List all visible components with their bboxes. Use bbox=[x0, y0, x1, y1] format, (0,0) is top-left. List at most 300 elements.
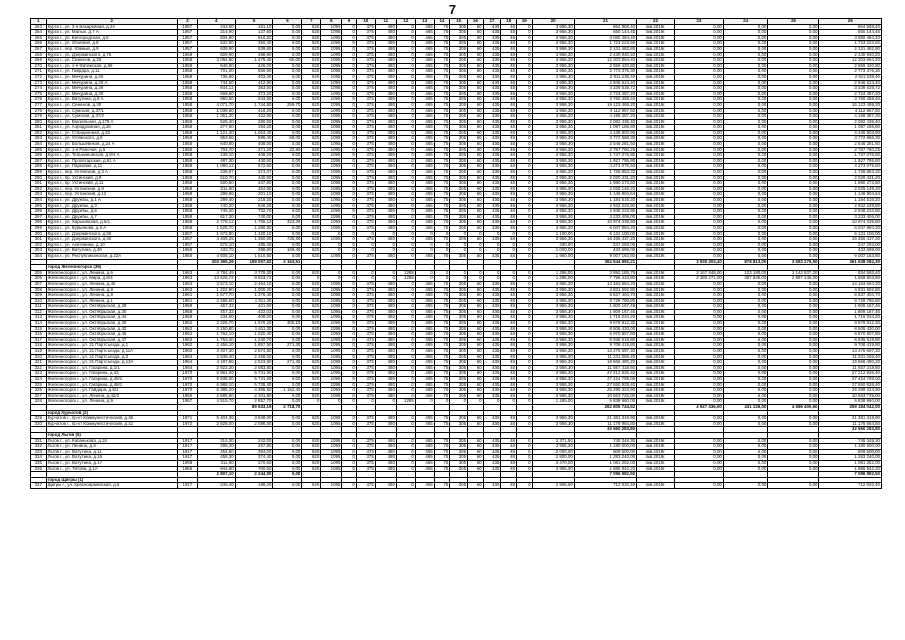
table-cell: 0 bbox=[450, 276, 468, 282]
table-cell: 60 bbox=[468, 326, 484, 332]
table-cell: 465 bbox=[415, 466, 434, 472]
table-cell: 435 bbox=[483, 74, 501, 80]
table-cell: 0,00 bbox=[768, 203, 819, 209]
table-cell: 620 bbox=[302, 377, 321, 383]
table-cell: 0,00 bbox=[674, 438, 723, 444]
table-cell: 1 020,40 bbox=[235, 332, 273, 338]
table-cell: 465 bbox=[415, 365, 434, 371]
table-cell: 0,00 bbox=[674, 30, 723, 36]
table-cell: 0 bbox=[342, 483, 356, 489]
table-cell: 3 956,30 bbox=[532, 86, 574, 92]
table-cell: 266 bbox=[31, 41, 47, 47]
address-cell: Железногорск г., ул. Ленина, д.42/2 bbox=[46, 393, 177, 399]
table-cell: 3 956,30 bbox=[532, 337, 574, 343]
table-cell: 620 bbox=[302, 460, 321, 466]
table-cell: 0,00 bbox=[273, 281, 302, 287]
table-cell: 4кв.2019г. bbox=[637, 186, 675, 192]
table-cell: 480 bbox=[375, 237, 396, 243]
table-cell: 1957 bbox=[177, 237, 197, 243]
table-cell: 480 bbox=[375, 170, 396, 176]
table-cell: 620 bbox=[302, 108, 321, 114]
table-cell: 1 570,20 bbox=[235, 321, 273, 327]
table-cell: 566,90 bbox=[235, 69, 273, 75]
table-cell: 279 bbox=[31, 114, 47, 120]
table-cell: 4 515,70 bbox=[197, 399, 235, 405]
table-cell: 1095 bbox=[321, 349, 342, 355]
table-cell: 0,00 bbox=[723, 80, 767, 86]
table-cell: 0,00 bbox=[674, 41, 723, 47]
table-cell: 301 bbox=[31, 237, 47, 243]
table-cell: 4кв.2019г. bbox=[637, 147, 675, 153]
table-cell: 431 126,00 bbox=[723, 404, 767, 410]
table-cell: 375 bbox=[356, 30, 375, 36]
table-cell: 305,10 bbox=[273, 321, 302, 327]
table-cell: 435 bbox=[483, 24, 501, 30]
table-cell: 300 bbox=[31, 231, 47, 237]
table-cell: 620 bbox=[302, 142, 321, 148]
table-cell: 0,00 bbox=[273, 270, 302, 276]
table-cell: 305 bbox=[450, 80, 468, 86]
address-cell: город Железногорск (36) bbox=[46, 265, 177, 271]
table-cell: 4кв.2019г. bbox=[637, 91, 675, 97]
table-cell: 1 000,20 bbox=[235, 287, 273, 293]
table-cell: 0,00 bbox=[768, 293, 819, 299]
table-cell: 75 bbox=[434, 164, 450, 170]
table-cell: 4 198 387,20 bbox=[574, 114, 636, 120]
table-cell: 0,00 bbox=[768, 377, 819, 383]
table-cell: 11 557 318,60 bbox=[819, 365, 882, 371]
table-cell: 327 bbox=[31, 393, 47, 399]
table-cell: 4кв.2019г. bbox=[637, 102, 675, 108]
table-cell: 0,00 bbox=[723, 449, 767, 455]
table-cell: 271,30 bbox=[273, 360, 302, 366]
table-cell: 48 bbox=[501, 192, 517, 198]
table-cell: 3 956,30 bbox=[532, 343, 574, 349]
table-cell: 1970 bbox=[177, 382, 197, 388]
table-cell: 0 bbox=[342, 46, 356, 52]
table-cell: 3 956,30 bbox=[532, 164, 574, 170]
table-cell: 620 bbox=[302, 315, 321, 321]
table-cell: 735,80 bbox=[197, 74, 235, 80]
table-cell: 304 bbox=[31, 253, 47, 259]
table-cell: 0,00 bbox=[768, 198, 819, 204]
table-cell: 0,00 bbox=[768, 399, 819, 405]
table-cell: 1095 bbox=[321, 365, 342, 371]
column-number-cell: 7 bbox=[302, 19, 321, 25]
table-cell: 303 395,26 bbox=[197, 259, 235, 265]
table-cell: 480 bbox=[375, 58, 396, 64]
table-cell: 0 bbox=[450, 248, 468, 254]
table-cell: 0,00 bbox=[768, 309, 819, 315]
table-cell: 4кв.2019г. bbox=[637, 114, 675, 120]
table-cell: 1095 bbox=[321, 460, 342, 466]
table-cell: 0,00 bbox=[273, 231, 302, 237]
table-cell: 435 bbox=[483, 186, 501, 192]
table-cell: 620 bbox=[302, 97, 321, 103]
table-cell: 1958 bbox=[177, 158, 197, 164]
table-cell: 465 bbox=[415, 349, 434, 355]
table-cell: 620 bbox=[302, 242, 321, 248]
table-cell: 22,80 bbox=[273, 147, 302, 153]
table-cell: 3 956,30 bbox=[532, 58, 574, 64]
table-cell: 0,00 bbox=[674, 102, 723, 108]
table-cell: 5 731,00 bbox=[235, 377, 273, 383]
table-cell: 435 bbox=[483, 52, 501, 58]
table-cell: 0,00 bbox=[273, 298, 302, 304]
table-cell: 1917 bbox=[177, 483, 197, 489]
table-cell: 526,40 bbox=[197, 119, 235, 125]
table-cell: 1095 bbox=[321, 304, 342, 310]
table-cell: 0,00 bbox=[768, 365, 819, 371]
table-cell: 0,00 bbox=[723, 393, 767, 399]
table-cell: 0 bbox=[342, 203, 356, 209]
table-cell: 161,10 bbox=[235, 24, 273, 30]
table-cell: 375 bbox=[356, 41, 375, 47]
table-cell: 2 464,10 bbox=[235, 281, 273, 287]
table-cell: 375 bbox=[356, 153, 375, 159]
table-cell: 2 724 487,20 bbox=[819, 91, 882, 97]
table-cell: 510,70 bbox=[197, 175, 235, 181]
table-cell: 60 bbox=[468, 382, 484, 388]
table-cell: 3 956,30 bbox=[532, 52, 574, 58]
table-cell: 75 bbox=[434, 281, 450, 287]
table-cell: 0,00 bbox=[674, 360, 723, 366]
table-cell: 3 778,30 bbox=[235, 270, 273, 276]
table-cell: 3 956,30 bbox=[532, 416, 574, 422]
table-cell: 435 bbox=[483, 209, 501, 215]
table-cell: 4кв.2019г. bbox=[637, 399, 675, 405]
table-cell: 0,00 bbox=[768, 343, 819, 349]
table-cell: 375 bbox=[356, 119, 375, 125]
table-cell: 2 430 940,20 bbox=[574, 52, 636, 58]
table-cell: 0 bbox=[516, 309, 532, 315]
table-cell: 1917 bbox=[177, 449, 197, 455]
table-cell: 465 bbox=[415, 175, 434, 181]
table-cell: 1095 bbox=[321, 58, 342, 64]
table-cell: 314,30 bbox=[197, 438, 235, 444]
table-cell: 1971 bbox=[177, 416, 197, 422]
table-cell: 60 bbox=[468, 52, 484, 58]
table-cell: 0 bbox=[516, 304, 532, 310]
table-cell: 1095 bbox=[321, 46, 342, 52]
table-cell: 0,00 bbox=[674, 125, 723, 131]
table-cell: 60 bbox=[468, 69, 484, 75]
table-cell: 435 bbox=[483, 181, 501, 187]
table-cell: 4 187,80 bbox=[197, 360, 235, 366]
table-cell: 75 bbox=[434, 214, 450, 220]
table-cell: 0,00 bbox=[674, 371, 723, 377]
table-cell: 16 456 437,20 bbox=[819, 237, 882, 243]
table-cell: 375 bbox=[356, 136, 375, 142]
table-cell: 0 bbox=[342, 142, 356, 148]
table-cell: 0,00 bbox=[674, 399, 723, 405]
table-cell: 0 bbox=[396, 35, 415, 41]
table-cell: 3 956,30 bbox=[532, 158, 574, 164]
table-cell: 0,00 bbox=[674, 343, 723, 349]
table-cell: 314 bbox=[31, 321, 47, 327]
table-cell: 48 bbox=[501, 209, 517, 215]
table-cell: 60 bbox=[468, 35, 484, 41]
table-cell: 1958 bbox=[177, 225, 197, 231]
table-cell: 2 887 145,00 bbox=[768, 276, 819, 282]
table-cell: 4кв.2019г. bbox=[637, 460, 675, 466]
table-cell: 60,00 bbox=[273, 58, 302, 64]
table-cell: 480 bbox=[375, 63, 396, 69]
table-cell: 271 bbox=[31, 69, 47, 75]
table-cell: 0,00 bbox=[674, 91, 723, 97]
table-cell: 1958 bbox=[177, 119, 197, 125]
table-cell: 305 bbox=[450, 388, 468, 394]
table-cell: 305 bbox=[450, 332, 468, 338]
table-cell: 620 bbox=[302, 349, 321, 355]
table-cell: 1 350,00 bbox=[235, 237, 273, 243]
table-cell: 3 339 538,72 bbox=[819, 86, 882, 92]
table-cell: 0 bbox=[450, 242, 468, 248]
table-cell: 4кв.2019г. bbox=[637, 309, 675, 315]
table-cell: 58,00 bbox=[273, 136, 302, 142]
table-cell: 11 178 964,80 bbox=[819, 421, 882, 427]
table-cell: 0 bbox=[396, 326, 415, 332]
table-cell: 75 bbox=[434, 466, 450, 472]
table-cell: 465 bbox=[415, 225, 434, 231]
table-cell: 375 bbox=[356, 365, 375, 371]
table-cell: 1 180 600,00 bbox=[574, 444, 636, 450]
table-cell: 0,00 bbox=[273, 483, 302, 489]
table-cell: 0,00 bbox=[273, 198, 302, 204]
table-cell: 1 765,13 bbox=[235, 220, 273, 226]
table-cell: 48 bbox=[501, 371, 517, 377]
table-cell: 375 bbox=[356, 170, 375, 176]
table-cell: 3 772 568,30 bbox=[574, 136, 636, 142]
table-cell: 0 bbox=[342, 416, 356, 422]
table-cell: 2 773 376,30 bbox=[574, 69, 636, 75]
table-cell: 375 bbox=[356, 225, 375, 231]
table-cell: 4кв.2019г. bbox=[637, 321, 675, 327]
table-cell: 60 bbox=[468, 281, 484, 287]
table-cell: 1964 bbox=[177, 365, 197, 371]
table-cell: 0 bbox=[396, 142, 415, 148]
table-cell: 308 bbox=[31, 287, 47, 293]
table-cell: 4кв.2019г. bbox=[637, 466, 675, 472]
table-cell: 435 bbox=[483, 293, 501, 299]
table-cell: 2 695,60 bbox=[197, 393, 235, 399]
address-cell: Курск г., ул. 3-я Бакарейная, д.24 bbox=[46, 24, 177, 30]
table-cell: 465 bbox=[415, 220, 434, 226]
address-cell: Железногорск г., ул. Ленина, д.40 bbox=[46, 281, 177, 287]
table-cell: 0 bbox=[342, 80, 356, 86]
table-cell: 465 bbox=[415, 102, 434, 108]
table-cell: 1095 bbox=[321, 24, 342, 30]
table-cell: 2 371,50 bbox=[532, 438, 574, 444]
table-cell: 1958 bbox=[177, 136, 197, 142]
table-cell: 4кв.2019г. bbox=[637, 326, 675, 332]
table-cell: 375 bbox=[356, 360, 375, 366]
table-cell: 0,00 bbox=[273, 153, 302, 159]
table-cell: 2 083,80 bbox=[235, 365, 273, 371]
table-cell: 0,00 bbox=[723, 416, 767, 422]
table-cell: 278 bbox=[31, 108, 47, 114]
table-cell: 0,00 bbox=[768, 35, 819, 41]
table-cell: 1963 bbox=[177, 287, 197, 293]
table-cell: 480 bbox=[375, 421, 396, 427]
table-cell: 0 bbox=[396, 304, 415, 310]
table-cell: 440,90 bbox=[235, 175, 273, 181]
table-cell: 1095 bbox=[321, 209, 342, 215]
table-cell: 299,40 bbox=[197, 198, 235, 204]
table-cell: 0 bbox=[396, 287, 415, 293]
table-cell: 1095 bbox=[321, 74, 342, 80]
table-cell: 620 bbox=[302, 466, 321, 472]
table-cell: 1963 bbox=[177, 276, 197, 282]
table-cell: 0 bbox=[516, 399, 532, 405]
table-cell: 60 bbox=[468, 136, 484, 142]
table-cell: 305 bbox=[450, 444, 468, 450]
table-cell: 1095 bbox=[321, 360, 342, 366]
table-cell: 0,00 bbox=[723, 309, 767, 315]
table-cell: 0 bbox=[516, 175, 532, 181]
table-cell: 1 376,40 bbox=[235, 293, 273, 299]
table-cell: 297 bbox=[31, 214, 47, 220]
table-cell: 0 bbox=[516, 164, 532, 170]
table-cell: 0 bbox=[342, 326, 356, 332]
table-cell: 1095 bbox=[321, 343, 342, 349]
table-cell: 4кв.2019г. bbox=[637, 69, 675, 75]
address-cell: Курчатов г., пр-кт Коммунистический, д.42 bbox=[46, 421, 177, 427]
address-cell: Железногорск г., ул. Октябрьская, д.30 bbox=[46, 309, 177, 315]
table-cell: 305 bbox=[450, 337, 468, 343]
table-cell: 1966 bbox=[177, 393, 197, 399]
table-cell: 639,90 bbox=[197, 46, 235, 52]
table-cell: 0,00 bbox=[768, 416, 819, 422]
table-cell: 465 bbox=[415, 164, 434, 170]
table-cell: 0,00 bbox=[674, 164, 723, 170]
table-cell: 0,00 bbox=[723, 466, 767, 472]
address-cell: город Щигры (1) bbox=[46, 477, 177, 483]
table-cell: 0 bbox=[342, 63, 356, 69]
table-cell: 9 579 812,30 bbox=[819, 321, 882, 327]
table-cell: 48 bbox=[501, 349, 517, 355]
table-cell: 1 728 853,32 bbox=[574, 170, 636, 176]
table-cell: 3 080 484,40 bbox=[819, 35, 882, 41]
table-cell: 0,00 bbox=[768, 41, 819, 47]
address-cell: Курск г., пер. Южный, д.9 bbox=[46, 46, 177, 52]
table-cell: 2 932 229,80 bbox=[574, 203, 636, 209]
table-cell: 1 081 252,00 bbox=[819, 460, 882, 466]
table-cell: 1956 bbox=[177, 142, 197, 148]
table-cell: 325 bbox=[31, 382, 47, 388]
table-cell: 0 bbox=[342, 298, 356, 304]
table-cell: 465 bbox=[415, 209, 434, 215]
table-cell: 435 bbox=[483, 30, 501, 36]
table-cell: 620 bbox=[302, 102, 321, 108]
table-cell: 75 bbox=[434, 449, 450, 455]
table-cell: 480 bbox=[375, 460, 396, 466]
table-cell: 465 bbox=[415, 158, 434, 164]
table-cell: 480 bbox=[375, 253, 396, 259]
table-cell: 0 bbox=[483, 242, 501, 248]
table-cell: 435 bbox=[483, 281, 501, 287]
table-cell: 435 bbox=[483, 304, 501, 310]
table-cell: 620 bbox=[302, 371, 321, 377]
address-cell: Железногорск г., ул. Ленина, д.1 bbox=[46, 298, 177, 304]
table-cell: 276 bbox=[31, 97, 47, 103]
table-cell: 1958 bbox=[177, 460, 197, 466]
table-cell: 375 bbox=[356, 214, 375, 220]
table-cell: 4 198 387,20 bbox=[819, 114, 882, 120]
table-cell: 0,00 bbox=[723, 63, 767, 69]
table-cell: 75 bbox=[434, 309, 450, 315]
table-cell: 0 bbox=[516, 270, 532, 276]
table-cell: 416,20 bbox=[235, 108, 273, 114]
table-cell: 435 bbox=[483, 298, 501, 304]
table-cell: 0 bbox=[342, 377, 356, 383]
table-cell: 0 bbox=[396, 248, 415, 254]
table-cell: 480 bbox=[375, 192, 396, 198]
table-cell: 465 bbox=[415, 74, 434, 80]
table-cell: 0,00 bbox=[768, 186, 819, 192]
table-cell: 0,00 bbox=[768, 388, 819, 394]
table-cell: 0,00 bbox=[768, 315, 819, 321]
table-cell: 408,00 bbox=[235, 315, 273, 321]
table-cell: 0,00 bbox=[273, 181, 302, 187]
table-cell: 1 184 516,20 bbox=[819, 198, 882, 204]
table-cell: 3 956,30 bbox=[532, 225, 574, 231]
table-cell: 305 bbox=[450, 393, 468, 399]
table-cell: 9 708 419,80 bbox=[819, 343, 882, 349]
table-cell: 0 bbox=[342, 175, 356, 181]
table-cell: 48 bbox=[501, 63, 517, 69]
table-cell: 75 bbox=[434, 153, 450, 159]
table-cell: 4кв.2019г. bbox=[637, 455, 675, 461]
housing-register-table bbox=[30, 18, 882, 489]
table-cell: 6 970 807,80 bbox=[819, 332, 882, 338]
column-number-cell: 1 bbox=[31, 19, 47, 25]
table-cell: 1095 bbox=[321, 214, 342, 220]
address-cell: Курск г., ул. Парковая, д.11 bbox=[46, 164, 177, 170]
table-cell: 305 bbox=[450, 315, 468, 321]
table-cell: 620 bbox=[302, 220, 321, 226]
table-cell: 1 180 600,00 bbox=[819, 444, 882, 450]
table-cell: 75 bbox=[434, 35, 450, 41]
table-cell: 834,80 bbox=[197, 35, 235, 41]
table-cell: 0 bbox=[516, 125, 532, 131]
table-cell: 48 bbox=[501, 315, 517, 321]
table-cell: 0,00 bbox=[674, 142, 723, 148]
table-cell: 48 bbox=[501, 365, 517, 371]
table-cell: 0,00 bbox=[768, 63, 819, 69]
table-cell: 1095 bbox=[321, 203, 342, 209]
table-cell: 0 bbox=[396, 153, 415, 159]
address-cell: Курск г., ул. Мичурина, д.20 bbox=[46, 74, 177, 80]
table-cell: 0 bbox=[342, 231, 356, 237]
address-cell: Курск г., ул. Дзержинского, д.40 bbox=[46, 237, 177, 243]
table-cell: 0,00 bbox=[273, 337, 302, 343]
table-cell: 0,00 bbox=[273, 349, 302, 355]
table-cell: 0 bbox=[342, 170, 356, 176]
table-cell: 1095 bbox=[321, 371, 342, 377]
table-cell: 25 299 324,90 bbox=[819, 388, 882, 394]
table-cell: 950,60 bbox=[197, 97, 235, 103]
table-cell: 305 bbox=[450, 24, 468, 30]
table-cell: 0,00 bbox=[674, 237, 723, 243]
table-container bbox=[30, 18, 882, 638]
table-cell: 435 bbox=[483, 58, 501, 64]
table-cell: 0 bbox=[342, 315, 356, 321]
table-cell: 1095 bbox=[321, 91, 342, 97]
table-cell: 375 bbox=[356, 164, 375, 170]
table-cell: 60 bbox=[468, 293, 484, 299]
table-cell: 263 bbox=[31, 24, 47, 30]
